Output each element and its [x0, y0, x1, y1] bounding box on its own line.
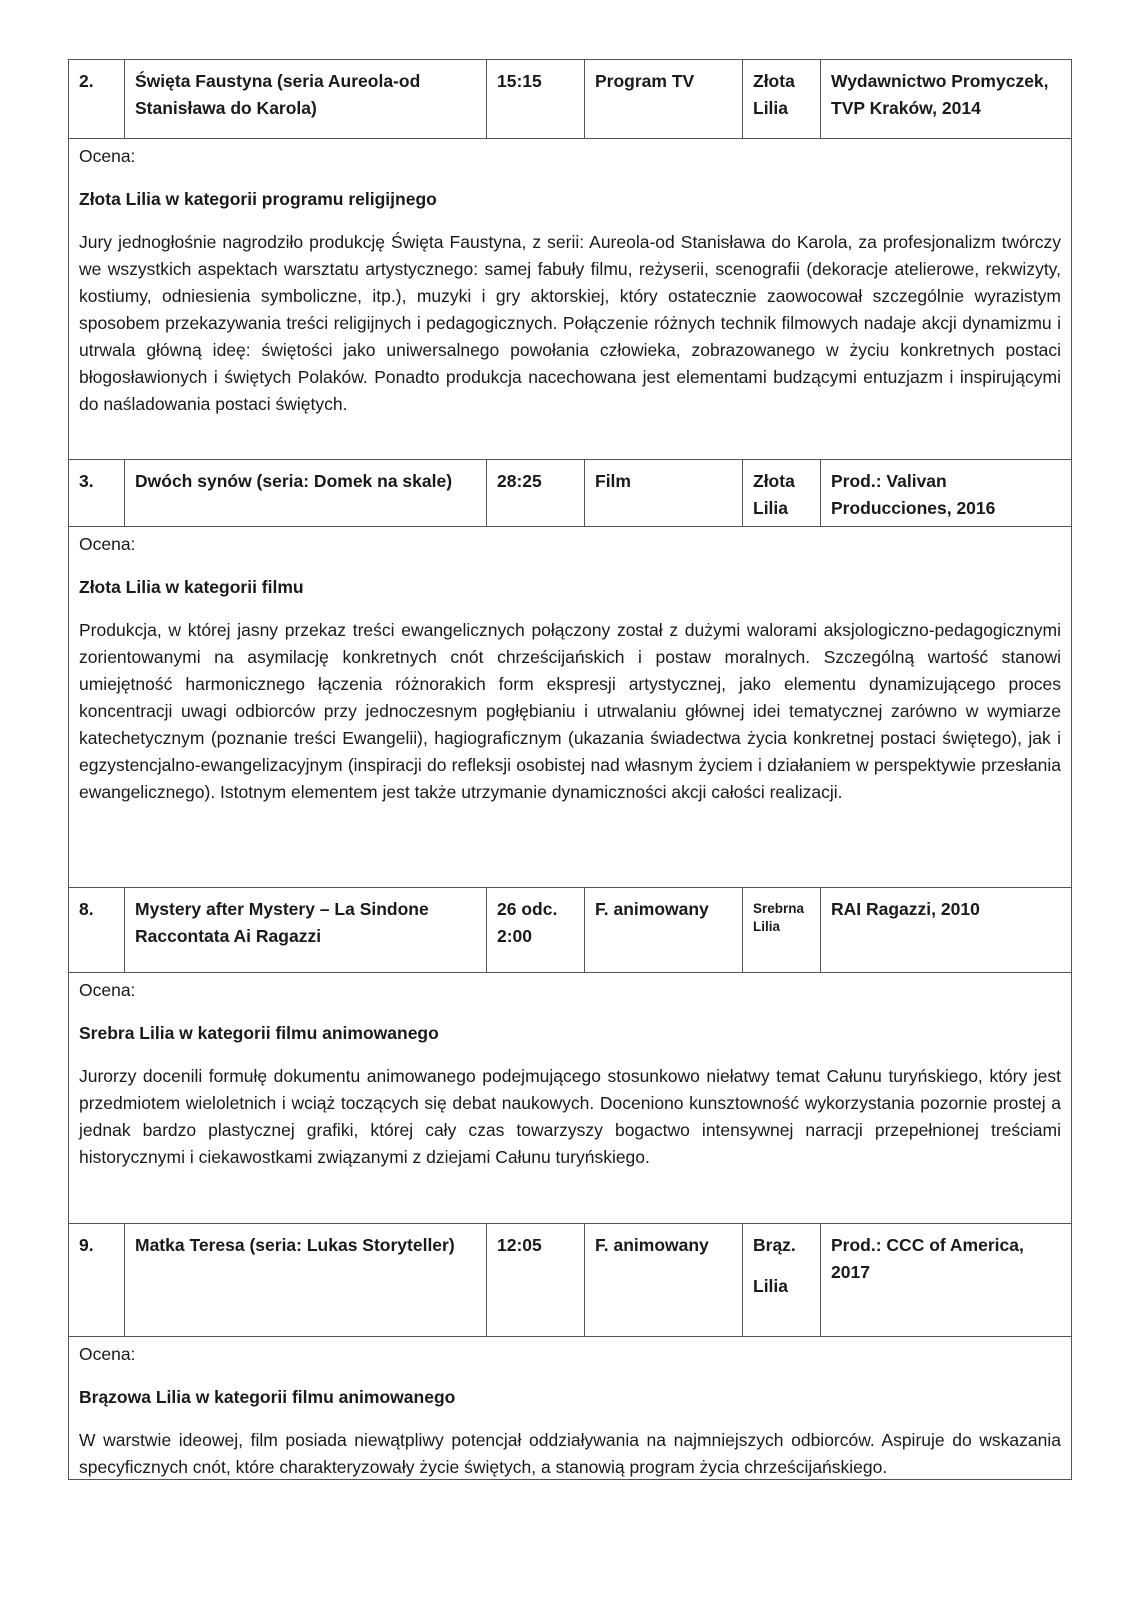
award-line2: Lilia	[753, 498, 789, 518]
entry-number: 8.	[69, 888, 125, 972]
evaluation-text: Produkcja, w której jasny przekaz treści ewangelicznych połączony został z dużymi walorami aksjologiczno-pedagogicznymi zorientowanymi na asymilację konkretnych cnót chrześcijańskich i postaw moralnych. Szczególną wartość stanowi umiejętność harmonicznego łączenia różnorakich form ekspresji artystycznej, jako elementu dynamizującego proces koncentracji uwagi odbiorców przy jednoczesnym pogłębianiu i utrwalaniu głównej idei tematycznej zarówno w wymiarze katechetycznym (poznanie treści Ewangelii), hagiograficznym (ukazania świadectwa życia konkretnej postaci świętego), jak i egzystencjalno-ewangelizacyjnym (inspiracji do refleksji osobistej nad własnym życiem i działaniem w perspektywie przesłania ewangelicznego). Istotnym elementem jest także utrzymanie dynamiczności akcji całości realizacji.	[79, 620, 1061, 802]
entry-header-row	[69, 460, 1071, 527]
entry-category: Film	[585, 460, 743, 526]
award-line2: Lilia	[753, 1276, 789, 1296]
entry-award	[743, 60, 821, 138]
entry-number: 2.	[69, 60, 125, 138]
evaluation-section	[69, 527, 1071, 887]
entry-duration: 12:05	[487, 1224, 585, 1336]
entry-title: Dwóch synów (seria: Domek na skale)	[125, 460, 487, 526]
award-title: Złota Lilia w kategorii filmu	[79, 577, 304, 597]
entry-award	[743, 460, 821, 526]
entry-title: Mystery after Mystery – La Sindone Raccontata Ai Ragazzi	[125, 888, 487, 972]
award-title: Złota Lilia w kategorii programu religijnego	[79, 189, 437, 209]
duration-text: 26 odc. 2:00	[497, 899, 558, 946]
award-title: Srebra Lilia w kategorii filmu animowanego	[79, 1023, 439, 1043]
entry-producer: Wydawnictwo Promyczek, TVP Kraków, 2014	[831, 71, 1049, 118]
evaluation-section	[69, 973, 1071, 1223]
entry-category: F. animowany	[585, 888, 743, 972]
entry-block	[68, 887, 1072, 1223]
evaluation-text: W warstwie ideowej, film posiada niewątpliwy potencjał oddziaływania na najmniejszych odbiorców. Aspiruje do wskazania specyficznych cnót, które charakteryzowały życie świętych, a stanowią program życia chrześcijańskiego.	[79, 1430, 1061, 1477]
entry-award	[743, 888, 821, 972]
entry-header-row	[69, 888, 1071, 973]
ocena-label: Ocena:	[79, 980, 136, 1000]
ocena-label: Ocena:	[79, 1344, 136, 1364]
entry-title: Matka Teresa (seria: Lukas Storyteller)	[125, 1224, 487, 1336]
entry-award	[743, 1224, 821, 1336]
evaluation-text: Jury jednogłośnie nagrodziło produkcję Święta Faustyna, z serii: Aureola-od Stanisława do Karola, za profesjonalizm twórczy we wszystkich aspektach warsztatu artystycznego: samej fabuły filmu, reżyserii, scenografii (dekoracje atelierowe, rekwizyty, kostiumy, odniesienia symboliczne, itp.), muzyki i gry aktorskiej, który ostatecznie zaowocował szczególnie wyrazistym sposobem przekazywania treści religijnych i pedagogicznych. Połączenie różnych technik filmowych nadaje akcji dynamizmu i utrwala główną ideę: świętości jako uniwersalnego powołania człowieka, zobrazowanego w życiu konkretnych postaci błogosławionych i świętych Polaków. Ponadto produkcja nacechowana jest elementami budzącymi entuzjazm i inspirującymi do naśladowania postaci świętych.	[79, 232, 1061, 414]
evaluation-text: Jurorzy docenili formułę dokumentu animowanego podejmującego stosunkowo niełatwy temat Całunu turyńskiego, który jest przedmiotem wieloletnich i wciąż toczących się debat naukowych. Doceniono kunsztowność wykorzystania pozornie prostej a jednak bardzo plastycznej grafiki, której cały czas towarzyszy bogactwo intensywnej narracji przepełnionej treściami historycznymi i ciekawostkami związanymi z dziejami Całunu turyńskiego.	[79, 1066, 1061, 1167]
evaluation-section	[69, 139, 1071, 459]
entry-block	[68, 459, 1072, 887]
entry-block	[68, 1223, 1072, 1480]
entry-producer: Prod.: CCC of America, 2017	[831, 1235, 1024, 1282]
award-line2: Lilia	[753, 98, 789, 118]
entry-header-row	[69, 60, 1071, 139]
awards-table	[68, 59, 1072, 1480]
entry-number: 3.	[69, 460, 125, 526]
entry-producer: RAI Ragazzi, 2010	[831, 899, 980, 919]
ocena-label: Ocena:	[79, 534, 136, 554]
entry-title: Święta Faustyna (seria Aureola-od Stanisława do Karola)	[125, 60, 487, 138]
entry-number: 9.	[69, 1224, 125, 1336]
evaluation-section	[69, 1337, 1071, 1479]
entry-producer: Prod.: Valivan Producciones, 2016	[831, 471, 996, 518]
entry-duration: 15:15	[487, 60, 585, 138]
entry-block	[68, 59, 1072, 459]
entry-category: Program TV	[585, 60, 743, 138]
entry-header-row	[69, 1224, 1071, 1337]
entry-duration: 28:25	[487, 460, 585, 526]
ocena-label: Ocena:	[79, 146, 136, 166]
award-line1: Złota	[753, 471, 795, 491]
award-line1: Brąz.	[753, 1235, 796, 1255]
award-line2: Lilia	[753, 919, 781, 934]
award-title: Brązowa Lilia w kategorii filmu animowanego	[79, 1387, 456, 1407]
entry-category: F. animowany	[585, 1224, 743, 1336]
award-line1: Złota	[753, 71, 795, 91]
entry-duration	[487, 888, 585, 972]
award-line1: Srebrna	[753, 901, 805, 916]
